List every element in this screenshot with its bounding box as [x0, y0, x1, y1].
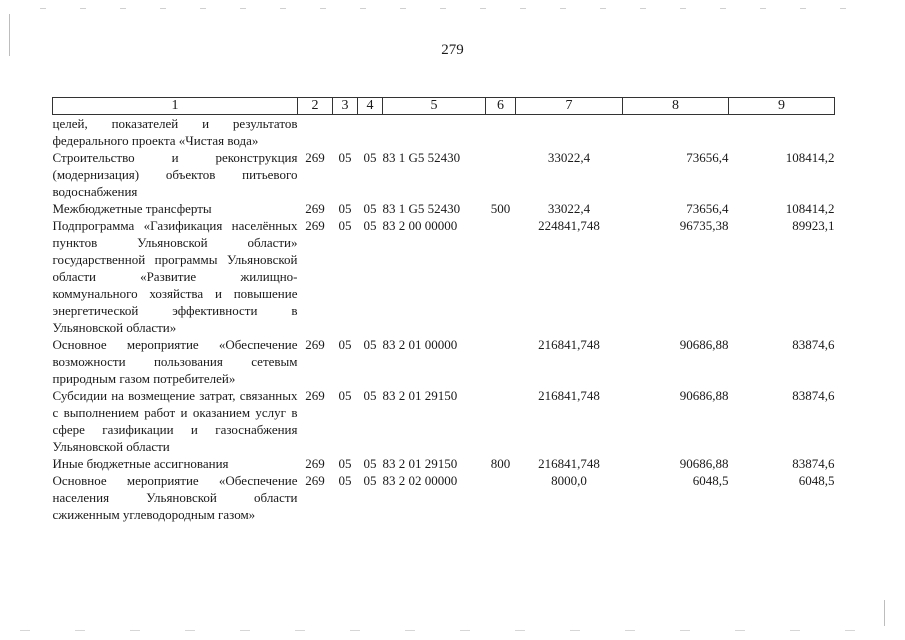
row-expense-type: 500: [490, 201, 511, 216]
row-expense-type: [486, 472, 516, 523]
row-subsection-code: 05: [363, 150, 377, 165]
table-row: [53, 217, 835, 336]
row-name: Основное мероприятие «Обеспечение населения Ульяновской области сжиженным углеводородным газом»: [52, 473, 298, 522]
row-expense-type: [486, 387, 516, 455]
row-ministry-code: 269: [305, 473, 325, 488]
row-amount-col7: 33022,4: [547, 150, 591, 165]
row-section-code: 05: [338, 201, 352, 216]
row-amount-col9: 6048,5: [798, 473, 835, 488]
row-ministry-code: 269: [305, 201, 325, 216]
table-row: [53, 200, 835, 217]
row-ministry-code: 269: [305, 456, 325, 471]
row-amount-col7: 33022,4: [547, 201, 591, 216]
row-amount-col7: 216841,748: [538, 388, 600, 403]
row-amount-col8: 90686,88: [679, 456, 729, 471]
row-target-article: 83 2 01 29150: [382, 388, 458, 403]
row-name: Иные бюджетные ассигнования: [52, 456, 229, 471]
row-amount-col7: [516, 115, 623, 150]
row-amount-col8: 73656,4: [686, 201, 729, 216]
table-row: [53, 336, 835, 387]
row-name: Основное мероприятие «Обеспечение возможности пользования сетевым природным газом потребителей»: [52, 337, 298, 386]
row-amount-col8: 73656,4: [686, 150, 729, 165]
row-ministry-code: 269: [305, 218, 325, 233]
column-header-3: 3: [333, 98, 358, 115]
row-amount-col8: 90686,88: [679, 388, 729, 403]
column-header-8: 8: [623, 98, 729, 115]
row-target-article: 83 1 G5 52430: [382, 201, 461, 216]
row-subsection-code: [358, 115, 383, 150]
row-expense-type: 800: [490, 456, 511, 471]
row-subsection-code: 05: [363, 201, 377, 216]
scan-edge-right: [884, 600, 885, 626]
row-target-article: [383, 115, 486, 150]
row-ministry-code: [298, 115, 333, 150]
row-expense-type: [486, 149, 516, 200]
row-amount-col9: 83874,6: [792, 456, 835, 471]
scan-edge-top: [40, 8, 880, 9]
row-name: Межбюджетные трансферты: [52, 201, 212, 216]
row-name: целей, показателей и результатов федерального проекта «Чистая вода»: [52, 116, 298, 148]
row-amount-col8: [623, 115, 729, 150]
column-header-7: 7: [516, 98, 623, 115]
row-amount-col7: 224841,748: [538, 218, 600, 233]
row-section-code: 05: [338, 388, 352, 403]
row-ministry-code: 269: [305, 388, 325, 403]
page-number: 279: [441, 42, 464, 58]
row-subsection-code: 05: [363, 388, 377, 403]
table-row: [53, 115, 835, 150]
table-row: [53, 472, 835, 523]
column-header-9: 9: [729, 98, 835, 115]
row-amount-col7: 8000,0: [551, 473, 587, 488]
table-row: [53, 455, 835, 472]
row-section-code: 05: [338, 150, 352, 165]
row-subsection-code: 05: [363, 337, 377, 352]
row-expense-type: [486, 336, 516, 387]
row-amount-col9: 83874,6: [792, 337, 835, 352]
row-subsection-code: 05: [363, 218, 377, 233]
row-name: Субсидии на возмещение затрат, связанных с выполнением работ и оказанием услуг в сфере газификации и газоснабжения Ульяновской области: [52, 388, 298, 454]
column-header-1: 1: [53, 98, 298, 115]
column-header-5: 5: [383, 98, 486, 115]
table-row: [53, 149, 835, 200]
row-ministry-code: 269: [305, 337, 325, 352]
row-target-article: 83 2 00 00000: [382, 218, 458, 233]
table-header-row: [53, 98, 835, 115]
row-amount-col9: 89923,1: [792, 218, 835, 233]
row-amount-col8: 90686,88: [679, 337, 729, 352]
row-subsection-code: 05: [363, 456, 377, 471]
row-name: Строительство и реконструкция (модернизация) объектов питьевого водоснабжения: [52, 150, 298, 199]
row-expense-type: [486, 115, 516, 150]
row-section-code: 05: [338, 473, 352, 488]
row-target-article: 83 2 02 00000: [382, 473, 458, 488]
row-ministry-code: 269: [305, 150, 325, 165]
row-section-code: [333, 115, 358, 150]
column-header-6: 6: [486, 98, 516, 115]
row-amount-col9: 83874,6: [792, 388, 835, 403]
row-target-article: 83 2 01 29150: [382, 456, 458, 471]
scan-edge-bottom: [20, 630, 880, 631]
row-target-article: 83 1 G5 52430: [382, 150, 461, 165]
budget-table: [52, 97, 835, 523]
row-amount-col8: 96735,38: [679, 218, 729, 233]
row-subsection-code: 05: [363, 473, 377, 488]
row-section-code: 05: [338, 337, 352, 352]
row-target-article: 83 2 01 00000: [382, 337, 458, 352]
row-section-code: 05: [338, 456, 352, 471]
row-amount-col7: 216841,748: [538, 456, 600, 471]
row-name: Подпрограмма «Газификация населённых пунктов Ульяновской области» государственной программы Ульяновской области «Развитие жилищно-коммунального хозяйства и повышение энергетической эффективности в Ульяновской области»: [52, 218, 298, 335]
row-amount-col9: 108414,2: [785, 150, 835, 165]
column-header-4: 4: [358, 98, 383, 115]
row-amount-col9: 108414,2: [785, 201, 835, 216]
row-amount-col8: 6048,5: [692, 473, 729, 488]
row-amount-col9: [729, 115, 835, 150]
table-row: [53, 387, 835, 455]
row-section-code: 05: [338, 218, 352, 233]
row-expense-type: [486, 217, 516, 336]
column-header-2: 2: [298, 98, 333, 115]
row-amount-col7: 216841,748: [538, 337, 600, 352]
